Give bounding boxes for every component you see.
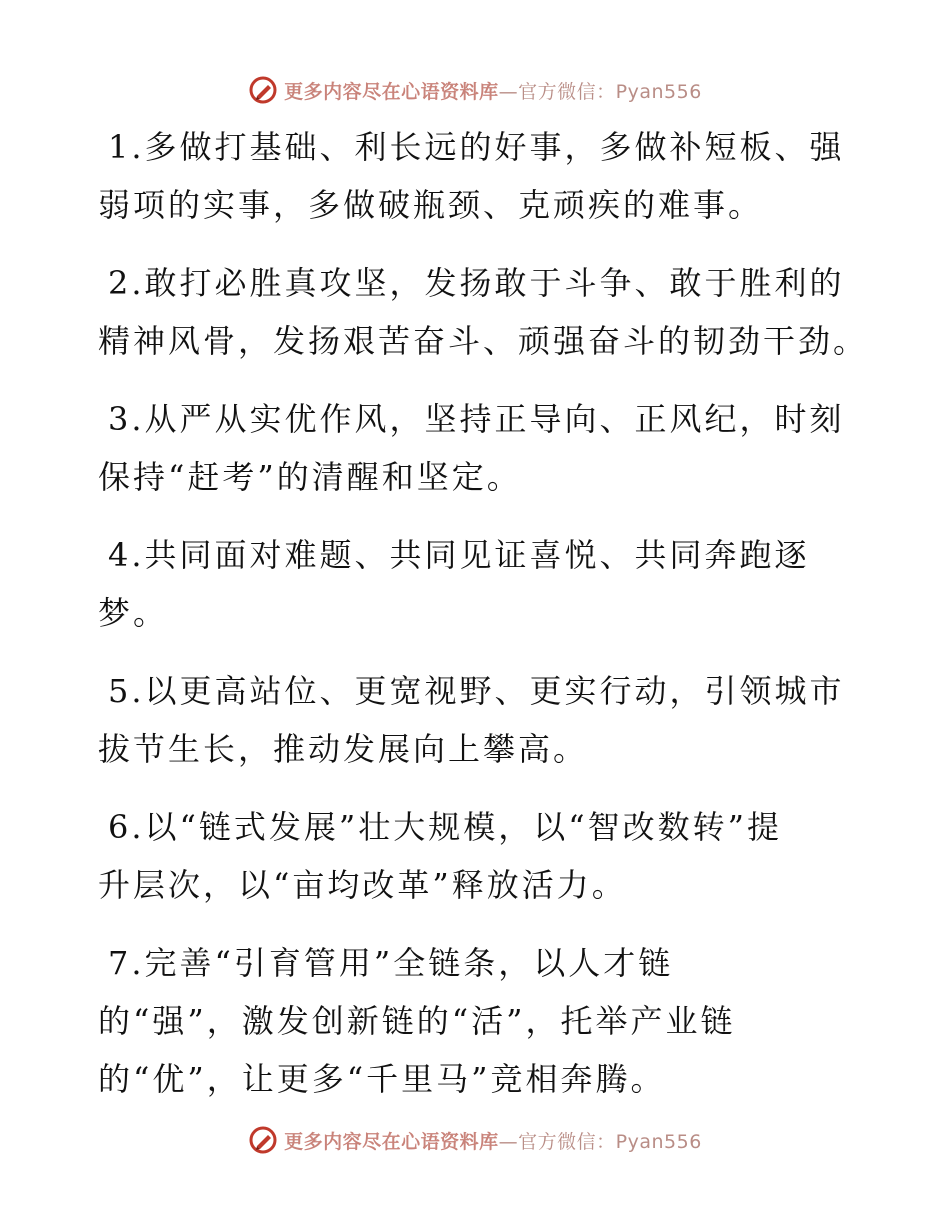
list-item-line: 保持“赶考”的清醒和坚定。 (98, 458, 522, 496)
list-item-line (98, 662, 845, 720)
item-text: 多做打基础、利长远的好事，多做补短板、强 (144, 128, 845, 166)
list-item-line: 升层次，以“亩均改革”释放活力。 (98, 866, 627, 904)
watermark-text (284, 1127, 702, 1154)
item-text: 敢打必胜真攻坚，发扬敢于斗争、敢于胜利的 (144, 264, 845, 302)
list-item-line: 的“强”，激发创新链的“活”，托举产业链 (98, 1002, 736, 1040)
watermark-text (284, 77, 702, 104)
item-text: 共同面对难题、共同见证喜悦、共同奔跑逐 (144, 536, 810, 574)
item-number: 3. (108, 400, 145, 438)
list-item-line: 精神风骨，发扬艰苦奋斗、顽强奋斗的韧劲干劲。 (98, 322, 869, 360)
item-text: 完善“引育管用”全链条，以人才链 (144, 944, 674, 982)
watermark-site-name: 更多内容尽在心语资料库 (284, 80, 499, 103)
watermark-contact: —官方微信：Pyan556 (498, 1130, 702, 1153)
document-body (98, 118, 869, 1128)
list-item (98, 662, 845, 778)
footer-watermark (0, 1123, 950, 1157)
list-item-line: 的“优”，让更多“千里马”竞相奔腾。 (98, 1060, 666, 1098)
list-item-line (98, 254, 845, 312)
item-number: 7. (108, 944, 145, 982)
list-item (98, 118, 845, 234)
list-item-line (98, 934, 838, 992)
list-item-line: 拔节生长，推动发展向上攀高。 (98, 730, 589, 768)
item-number: 6. (108, 808, 145, 846)
item-number: 4. (108, 536, 145, 574)
item-text: 以“链式发展”壮大规模，以“智改数转”提 (144, 808, 782, 846)
list-item (98, 934, 838, 1108)
item-text: 以更高站位、更宽视野、更实行动，引领城市 (144, 672, 845, 710)
pen-logo-icon (248, 75, 278, 105)
item-number: 2. (108, 264, 145, 302)
list-item (98, 390, 845, 506)
list-item-line (98, 526, 838, 584)
list-item-line (98, 798, 838, 856)
item-text: 从严从实优作风，坚持正导向、正风纪，时刻 (144, 400, 845, 438)
item-number: 5. (108, 672, 145, 710)
list-item-line: 梦。 (98, 594, 169, 632)
header-watermark (0, 73, 950, 107)
list-item (98, 526, 838, 642)
list-item-line: 弱项的实事，多做破瓶颈、克顽疾的难事。 (98, 186, 764, 224)
watermark-site-name: 更多内容尽在心语资料库 (284, 1130, 499, 1153)
list-item-line (98, 390, 845, 448)
list-item (98, 254, 869, 370)
pen-logo-icon (248, 1125, 278, 1155)
list-item-line (98, 118, 845, 176)
watermark-contact: —官方微信：Pyan556 (498, 80, 702, 103)
list-item (98, 798, 838, 914)
item-number: 1. (108, 128, 145, 166)
